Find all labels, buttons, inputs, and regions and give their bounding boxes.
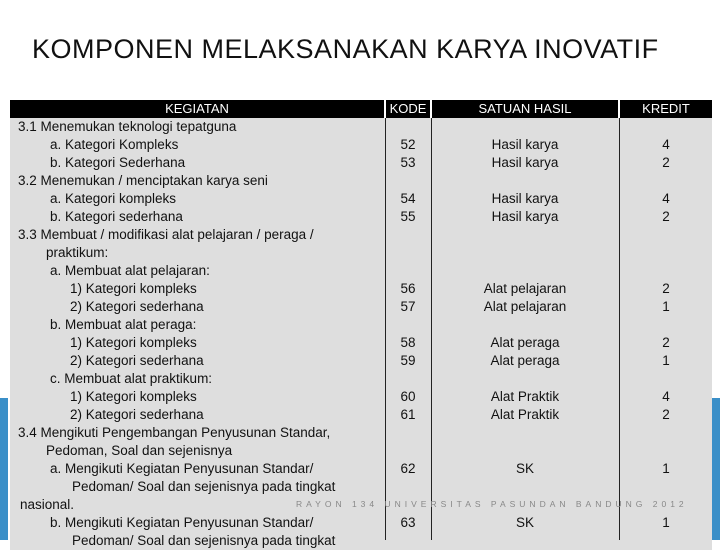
kegiatan-cell: 3.4 Mengikuti Pengembangan Penyusunan Standar, [18, 425, 331, 440]
kode-cell: 52 [400, 137, 416, 152]
activity-table [10, 100, 712, 548]
table-row [10, 262, 712, 280]
kegiatan-cell: 3.3 Membuat / modifikasi alat pelajaran / peraga / [18, 227, 314, 242]
kegiatan-cell: 3.1 Menemukan teknologi tepatguna [18, 119, 237, 134]
footer-text: RAYON 134 UNIVERSITAS PASUNDAN BANDUNG 2012 [296, 499, 688, 509]
kegiatan-cell: Pedoman/ Soal dan sejenisnya pada tingkat [72, 533, 336, 548]
kegiatan-cell: a. Membuat alat pelajaran: [50, 263, 210, 278]
table-row [10, 424, 712, 442]
kegiatan-cell: 2) Kategori sederhana [70, 353, 204, 368]
table-row [10, 190, 712, 208]
kode-cell: 55 [400, 209, 416, 224]
kredit-cell: 4 [662, 191, 670, 206]
table-row [10, 370, 712, 388]
table-row [10, 442, 712, 460]
header-kegiatan: KEGIATAN [10, 100, 384, 118]
left-accent-bar [0, 398, 8, 540]
kredit-cell: 2 [662, 407, 670, 422]
satuan-hasil-cell: Alat Praktik [490, 389, 560, 404]
kegiatan-cell: c. Membuat alat praktikum: [50, 371, 213, 386]
kegiatan-cell: nasional. [20, 497, 75, 512]
table-row [10, 244, 712, 262]
table-row [10, 226, 712, 244]
satuan-hasil-cell: Alat pelajaran [483, 281, 567, 296]
kredit-cell: 1 [662, 353, 670, 368]
table-row [10, 334, 712, 352]
satuan-hasil-cell: Hasil karya [491, 191, 559, 206]
satuan-hasil-cell: Hasil karya [491, 137, 559, 152]
kode-cell: 53 [400, 155, 416, 170]
table-row [10, 298, 712, 316]
kredit-cell: 2 [662, 155, 670, 170]
header-kredit: KREDIT [620, 100, 712, 118]
table-row [10, 352, 712, 370]
kode-cell: 57 [400, 299, 416, 314]
kredit-cell: 2 [662, 281, 670, 296]
table-row [10, 478, 712, 496]
header-satuan-hasil: SATUAN HASIL [432, 100, 618, 118]
kredit-cell: 2 [662, 209, 670, 224]
satuan-hasil-cell: Alat Praktik [490, 407, 560, 422]
kegiatan-cell: 2) Kategori sederhana [70, 407, 204, 422]
table-row [10, 136, 712, 154]
kegiatan-cell: Pedoman, Soal dan sejenisnya [46, 443, 233, 458]
kredit-cell: 1 [662, 299, 670, 314]
satuan-hasil-cell: SK [515, 461, 534, 476]
kode-cell: 63 [400, 515, 416, 530]
kode-cell: 54 [400, 191, 416, 206]
kegiatan-cell: b. Membuat alat peraga: [50, 317, 197, 332]
table-row [10, 118, 712, 136]
kredit-cell: 4 [662, 137, 670, 152]
kegiatan-cell: praktikum: [46, 245, 109, 260]
satuan-hasil-cell: Hasil karya [491, 209, 559, 224]
kegiatan-cell: 1) Kategori kompleks [70, 389, 197, 404]
table-row [10, 280, 712, 298]
table-row [10, 406, 712, 424]
kegiatan-cell: Pedoman/ Soal dan sejenisnya pada tingkat [72, 479, 336, 494]
table-row [10, 208, 712, 226]
satuan-hasil-cell: Alat peraga [490, 353, 560, 368]
kode-cell: 60 [400, 389, 416, 404]
kode-cell: 56 [400, 281, 416, 296]
right-accent-bar [711, 398, 720, 540]
satuan-hasil-cell: SK [515, 515, 534, 530]
kode-cell: 58 [400, 335, 416, 350]
kredit-cell: 2 [662, 335, 670, 350]
kegiatan-cell: 3.2 Menemukan / menciptakan karya seni [18, 173, 268, 188]
kegiatan-cell: 2) Kategori sederhana [70, 299, 204, 314]
kegiatan-cell: b. Mengikuti Kegiatan Penyusunan Standar/ [50, 515, 314, 530]
slide-title: KOMPONEN MELAKSANAKAN KARYA INOVATIF [32, 34, 659, 64]
table-row [10, 316, 712, 334]
table-row [10, 388, 712, 406]
kegiatan-cell: a. Kategori kompleks [50, 191, 177, 206]
kredit-cell: 1 [662, 461, 670, 476]
kode-cell: 59 [400, 353, 416, 368]
table-row [10, 154, 712, 172]
table-row [10, 460, 712, 478]
kredit-cell: 4 [662, 389, 670, 404]
satuan-hasil-cell: Alat peraga [490, 335, 560, 350]
kegiatan-cell: a. Kategori Kompleks [50, 137, 179, 152]
kegiatan-cell: a. Mengikuti Kegiatan Penyusunan Standar/ [50, 461, 314, 476]
table-row [10, 172, 712, 190]
kredit-cell: 1 [662, 515, 670, 530]
satuan-hasil-cell: Hasil karya [491, 155, 559, 170]
header-kode: KODE [386, 100, 430, 118]
kegiatan-cell: 1) Kategori kompleks [70, 281, 197, 296]
kegiatan-cell: 1) Kategori kompleks [70, 335, 197, 350]
kegiatan-cell: b. Kategori Sederhana [50, 155, 186, 170]
kegiatan-cell: b. Kategori sederhana [50, 209, 183, 224]
table-row [10, 532, 712, 550]
kode-cell: 62 [400, 461, 416, 476]
satuan-hasil-cell: Alat pelajaran [483, 299, 567, 314]
table-row [10, 514, 712, 532]
table-header [10, 100, 712, 118]
kode-cell: 61 [400, 407, 416, 422]
